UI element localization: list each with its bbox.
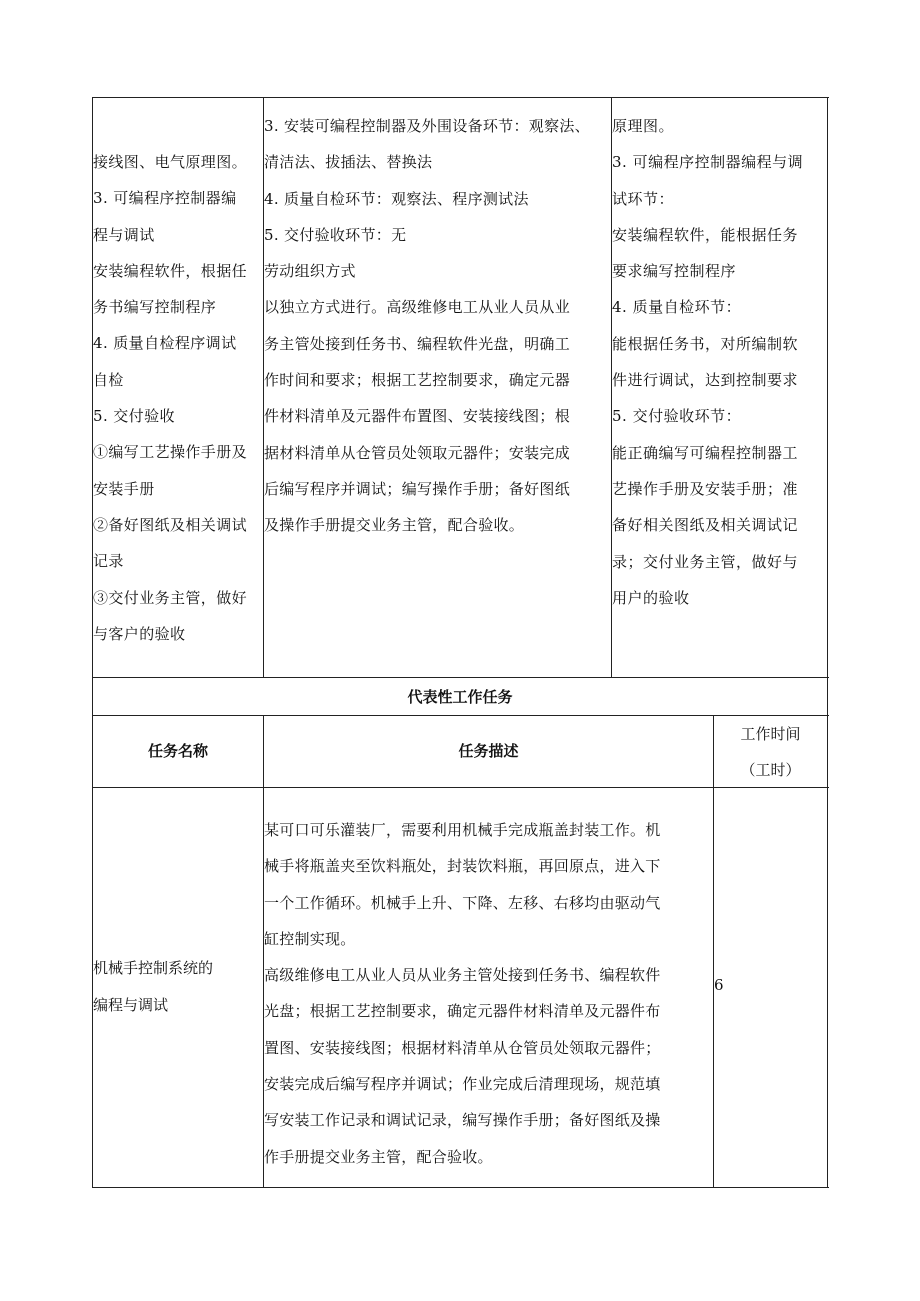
table-border-top	[92, 97, 829, 98]
upper-cell-col3	[612, 108, 828, 616]
text-line: 清洁法、拔插法、替换法	[264, 153, 433, 172]
text-line: 件材料清单及元器件布置图、安装接线图；根	[264, 407, 571, 426]
text-line: 4. 质量自检环节：	[612, 298, 742, 317]
text-line: 程与调试	[93, 225, 155, 244]
text-line: 安装编程软件，能根据任务	[612, 225, 799, 244]
header-task-desc: 任务描述	[458, 742, 519, 760]
text-line: ②备好图纸及相关调试	[93, 515, 248, 534]
task-name-line: 编程与调试	[93, 995, 169, 1014]
upper-cell-col1	[93, 108, 264, 652]
text-line: 以独立方式进行。高级维修电工从业人员从业	[264, 298, 571, 317]
text-line: 能正确编写可编程控制器工	[612, 443, 799, 462]
text-line: 艺操作手册及安装手册；准	[612, 479, 799, 498]
task-description-line: 缸控制实现。	[264, 929, 356, 948]
task-description-line: 写安装工作记录和调试记录，编写操作手册；备好图纸及操	[264, 1111, 661, 1130]
text-line: 安装手册	[93, 479, 155, 498]
text-line: 作时间和要求；根据工艺控制要求，确定元器	[264, 371, 571, 390]
text-line: ③交付业务主管，做好	[93, 588, 248, 607]
task-description-line: 某可口可乐灌装厂，需要利用机械手完成瓶盖封装工作。机	[264, 821, 661, 839]
task-description-line: 一个工作循环。机械手上升、下降、左移、右移均由驱动气	[264, 893, 661, 912]
header-work-time	[714, 716, 827, 788]
text-line: 5. 交付验收	[93, 407, 175, 426]
text-line: 及操作手册提交业务主管，配合验收。	[264, 516, 525, 535]
text-line: 据材料清单从仓管员处领取元器件；安装完成	[264, 443, 571, 462]
text-line: 后编写程序并调试；编写操作手册；备好图纸	[264, 479, 571, 498]
text-line: 务主管处接到任务书、编程软件光盘，明确工	[264, 334, 571, 353]
task-hours-cell: 6	[714, 976, 724, 994]
task-description-line: 安装完成后编写程序并调试；作业完成后清理现场，规范填	[264, 1075, 661, 1094]
text-line: 3. 安装可编程控制器及外围设备环节：观察法、	[264, 117, 590, 135]
task-name-line: 机械手控制系统的	[93, 959, 214, 977]
text-line: 5. 交付验收环节：无	[264, 225, 407, 244]
text-line: 试环节：	[612, 189, 675, 208]
text-line: 记录	[93, 552, 124, 571]
text-line: 劳动组织方式	[264, 262, 356, 281]
task-description-line: 置图、安装接线图；根据材料清单从仓管员处领取元器件；	[264, 1038, 661, 1057]
text-line: 4. 质量自检程序调试	[93, 334, 237, 353]
text-line: 自检	[93, 370, 124, 389]
text-line: 原理图。	[612, 117, 675, 135]
text-line: 5. 交付验收环节：	[612, 407, 742, 426]
task-description-cell	[264, 812, 713, 1175]
header-work-time-line2: （工时）	[740, 761, 801, 779]
text-line: 用户的验收	[612, 588, 690, 607]
row-divider-upper	[92, 677, 829, 678]
text-line: ①编写工艺操作手册及	[93, 443, 248, 462]
text-line: 务书编写控制程序	[93, 298, 217, 317]
table-border-bottom	[92, 1187, 829, 1188]
text-line: 与客户的验收	[93, 624, 186, 643]
header-task-name: 任务名称	[147, 742, 208, 760]
task-description-line: 高级维修电工从业人员从业务主管处接到任务书、编程软件	[264, 966, 661, 985]
task-description-line: 械手将瓶盖夹至饮料瓶处，封装饮料瓶，再回原点，进入下	[264, 857, 661, 876]
text-line: 要求编写控制程序	[612, 262, 737, 281]
task-name-cell	[93, 950, 264, 1023]
header-work-time-line1: 工作时间	[740, 725, 801, 743]
text-line: 安装编程软件，根据任	[93, 261, 248, 280]
text-line: 4. 质量自检环节：观察法、程序测试法	[264, 189, 529, 208]
text-line: 录；交付业务主管，做好与	[612, 552, 799, 571]
text-line: 件进行调试，达到控制要求	[612, 371, 799, 390]
section-title: 代表性工作任务	[407, 688, 513, 706]
text-line: 3. 可编程序控制器编程与调	[612, 153, 804, 172]
text-line: 能根据任务书，对所编制软	[612, 334, 799, 353]
upper-cell-col2	[264, 108, 612, 544]
task-description-line: 光盘；根据工艺控制要求，确定元器件材料清单及元器件布	[264, 1002, 661, 1021]
text-line: 备好相关图纸及相关调试记	[612, 516, 799, 535]
text-line: 接线图、电气原理图。	[93, 153, 248, 171]
task-description-line: 作手册提交业务主管，配合验收。	[264, 1147, 493, 1166]
text-line: 3. 可编程序控制器编	[93, 189, 237, 208]
